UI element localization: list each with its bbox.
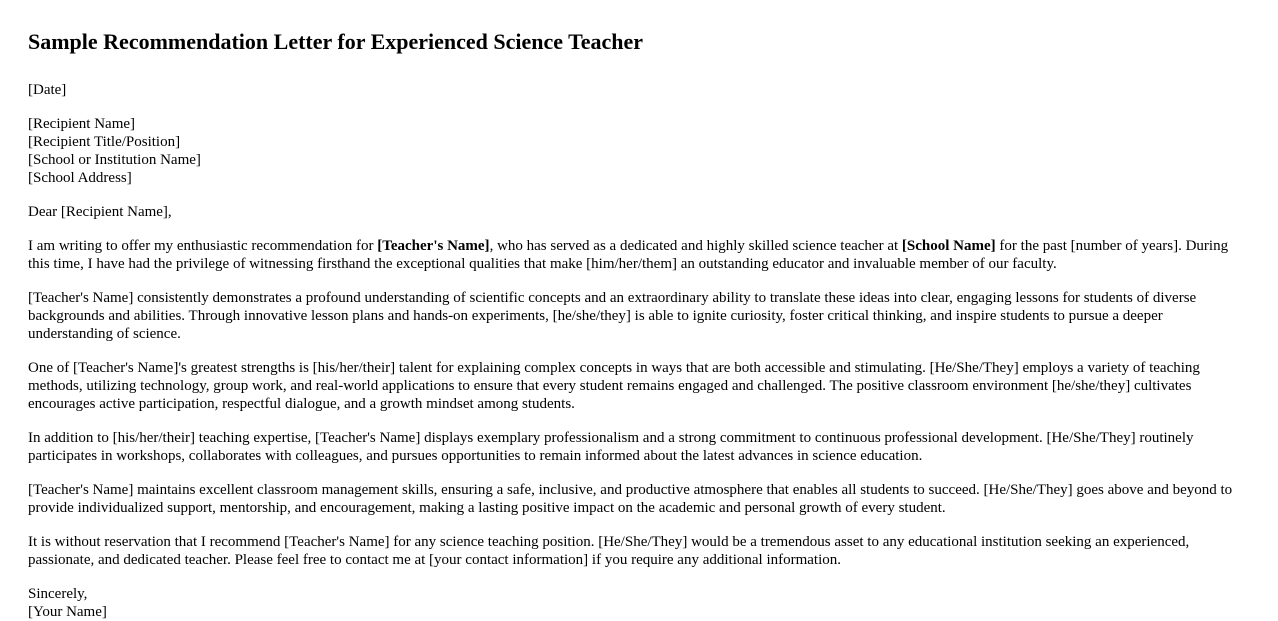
teacher-name-bold: [Teacher's Name]: [377, 238, 490, 254]
salutation: Dear [Recipient Name],: [28, 204, 172, 220]
intro-text-c: for the past [number of years]. During this time, I have had the privilege of witnessing firsthand the exceptional qualities that make [him/her/them] an outstanding educator and invaluable member of our faculty.: [28, 238, 1229, 272]
recipient-school: [School or Institution Name]: [28, 152, 201, 168]
signature: [Your Name]: [28, 604, 107, 620]
school-name-bold: [School Name]: [901, 238, 996, 254]
recipient-title: [Recipient Title/Position]: [28, 134, 181, 150]
body-paragraph-intro: [28, 237, 1250, 273]
body-paragraph-conclusion: It is without reservation that I recommend [Teacher's Name] for any science teaching position. [He/She/They] would be a tremendous asset to any educational institution seeking an experienced, passionate, and dedicated teacher. Please feel free to contact me at [your contact information] if you require any additional information.: [28, 534, 1190, 568]
body-paragraph-management: [Teacher's Name] maintains excellent classroom management skills, ensuring a safe, inclusive, and productive atmosphere that enables all students to succeed. [He/She/They] goes above and beyond to provide individualized support, mentorship, and encouragement, making a lasting positive impact on the academic and personal growth of every student.: [28, 482, 1233, 516]
closing-block: [28, 585, 1250, 621]
body-paragraph-understanding: [Teacher's Name] consistently demonstrates a profound understanding of scientific concepts and an extraordinary ability to translate these ideas into clear, engaging lessons for students of diverse backgrounds and abilities. Through innovative lesson plans and hands-on experiments, [he/she/they] is able to ignite curiosity, foster critical thinking, and inspire students to pursue a deeper understanding of science.: [28, 290, 1197, 342]
recipient-address: [School Address]: [28, 170, 132, 186]
intro-text-b: , who has served as a dedicated and highly skilled science teacher at: [489, 238, 902, 254]
recipient-address-block: [28, 115, 1250, 187]
body-paragraph-strengths: One of [Teacher's Name]'s greatest strengths is [his/her/their] talent for explaining complex concepts in ways that are both accessible and stimulating. [He/She/They] employs a variety of teaching methods, utilizing technology, group work, and real-world applications to ensure that every student remains engaged and challenged. The positive classroom environment [he/she/they] cultivates encourages active participation, respectful dialogue, and a growth mindset among students.: [28, 360, 1200, 412]
recipient-name: [Recipient Name]: [28, 116, 136, 132]
page-title: Sample Recommendation Letter for Experienced Science Teacher: [28, 29, 644, 54]
body-paragraph-professionalism: In addition to [his/her/their] teaching expertise, [Teacher's Name] displays exemplary professionalism and a strong commitment to continuous professional development. [He/She/They] routinely participates in workshops, collaborates with colleagues, and pursues opportunities to remain informed about the latest advances in science education.: [28, 430, 1194, 464]
letter-date: [Date]: [28, 82, 67, 98]
closing: Sincerely,: [28, 586, 88, 602]
intro-text-a: I am writing to offer my enthusiastic recommendation for: [28, 238, 378, 254]
